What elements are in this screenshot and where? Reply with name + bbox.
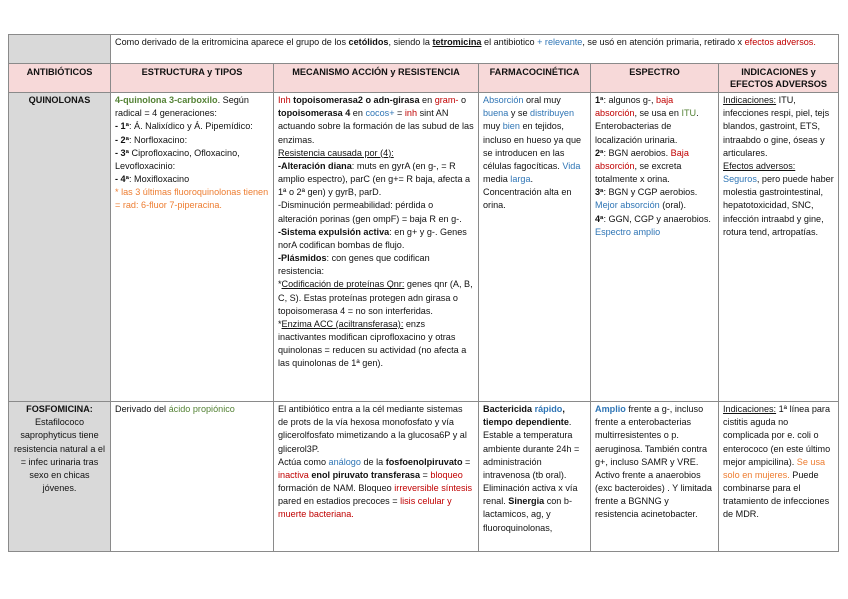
- text-line: [278, 318, 474, 371]
- text-run: , pero puede haber molestia gastrointestinal, hepatotoxicidad, SNC, infección intraabd y gine, rotura tend, artropatías.: [723, 174, 834, 237]
- text-run: bien: [502, 121, 520, 132]
- text-line: [115, 120, 269, 133]
- text-run: - 4ª: [115, 174, 129, 185]
- text-run: : Moxifloxacino: [128, 174, 190, 185]
- text-run: Actúa como: [278, 456, 329, 467]
- text-run: de la: [360, 456, 386, 467]
- text-run: media: [483, 174, 511, 185]
- text-run: pared en estadios precoces =: [278, 496, 401, 507]
- text-run: Espectro amplio: [595, 226, 661, 237]
- header-estructura: ESTRUCTURA y TIPOS: [111, 64, 274, 93]
- text-run: Puede combinarse para el tratamiento de infecciones de MDR.: [723, 469, 830, 520]
- text-run: Efectos adversos:: [723, 160, 796, 171]
- row-quinolonas: [9, 93, 839, 402]
- text-run: , tiempo dependiente: [483, 404, 569, 428]
- text-run: análogo: [328, 456, 361, 467]
- header-farmacocinetica: FARMACOCINÉTICA: [479, 64, 591, 93]
- fosfomicina-name: FOSFOMICINA:: [26, 404, 93, 414]
- quinolonas-espectro: [591, 93, 719, 402]
- text-line: [115, 94, 269, 120]
- text-run: genes qnr (A, B, C, S). Estas proteínas protegen adn girasa o topoisomerasa 4 = no son interferidas.: [278, 279, 473, 316]
- text-run: -Sistema expulsión activa: [278, 226, 390, 237]
- text-run: + relevante: [537, 37, 583, 47]
- fosfomicina-farmacocinetica: [479, 402, 591, 552]
- text-run: bloqueo: [430, 469, 463, 480]
- text-run: El antibiótico entra a la cél mediante sistemas de prots de la vía hexosa monofosfato y vía glicerolfosfato mimetizando a la glucosa6P y al glicerol3P.: [278, 404, 467, 454]
- text-run: . Concentración alta en orina.: [483, 174, 572, 211]
- text-line: [278, 147, 474, 160]
- intro-note: [111, 35, 839, 64]
- text-run: : con genes que codifican resistencia:: [278, 253, 430, 277]
- text-run: , se excreta totalmente x orina.: [595, 160, 682, 185]
- text-line: [483, 403, 586, 535]
- text-run: Absorción: [483, 95, 524, 105]
- text-line: [115, 147, 269, 173]
- text-run: distribuyen: [530, 108, 575, 119]
- text-line: [723, 94, 834, 160]
- text-run: *: [278, 279, 282, 290]
- text-run: Derivado del: [115, 404, 169, 414]
- text-line: [595, 186, 714, 212]
- text-line: [723, 173, 834, 239]
- text-run: Codificación de proteínas Qnr:: [281, 279, 405, 290]
- text-run: 4-quinolona 3-carboxilo: [115, 95, 218, 105]
- text-run: - 3ª: [115, 147, 129, 158]
- text-run: tetromicina: [432, 37, 482, 47]
- header-antibioticos: ANTIBIÓTICOS: [9, 64, 111, 93]
- text-run: formación de NAM. Bloqueo: [278, 483, 395, 494]
- fosfomicina-espectro: [591, 402, 719, 552]
- text-run: : BGN y CGP aerobios.: [603, 187, 698, 198]
- text-run: Como derivado de la eritromicina aparece el grupo de los: [115, 37, 349, 47]
- text-run: 4ª: [595, 213, 604, 224]
- text-run: : muts en gyrA (en g-, = R amplio espectro), parC (en g+= R baja, afecta a 1ª o 2ª gen) y gyrB, parD.: [278, 160, 471, 198]
- text-run: ITU, infecciones respi, piel, tejs blandos, gastroint, ETS, intraabdo o gine, óseas y articulares.: [723, 95, 830, 158]
- text-line: [483, 94, 586, 213]
- text-run: . Estable a temperatura ambiente durante 24h = administración intravenosa (tb oral). Eliminación activa x vía renal.: [483, 417, 580, 507]
- text-run: inactiva: [278, 469, 309, 480]
- text-run: -Alteración diana: [278, 160, 352, 171]
- text-run: 2ª: [595, 147, 604, 158]
- text-run: Indicaciones:: [723, 404, 777, 414]
- text-run: enzs inactivantes modifican ciprofloxacino y otras quinolonas = reducen su actividad (no afecta a las quinolonas de 1ª gen).: [278, 318, 467, 369]
- text-run: rápido: [534, 404, 563, 414]
- text-line: [278, 252, 474, 278]
- text-run: Vida: [562, 160, 581, 171]
- row-fosfomicina: [9, 402, 839, 552]
- text-line: [723, 160, 834, 173]
- quinolonas-estructura: [111, 93, 274, 402]
- text-run: 3ª: [595, 187, 604, 198]
- text-run: -Plásmidos: [278, 253, 327, 264]
- text-line: [278, 456, 474, 522]
- text-run: . Según radical = 4 generaciones:: [115, 95, 249, 119]
- intro-blank-cell: [9, 35, 111, 64]
- text-run: Mejor absorción: [595, 200, 660, 211]
- text-run: Ciprofloxacino, Ofloxacino, Levofloxacinio:: [115, 147, 240, 171]
- text-line: [278, 94, 474, 147]
- text-run: : Norfloxacino:: [128, 134, 188, 145]
- text-run: topoisomerasa 4: [278, 108, 351, 119]
- text-run: baja absorción: [595, 95, 674, 119]
- text-run: Indicaciones:: [723, 95, 777, 105]
- text-line: [115, 186, 269, 212]
- header-indicaciones: INDICACIONES y EFECTOS ADVERSOS: [719, 64, 839, 93]
- text-run: - 1ª: [115, 121, 129, 132]
- fosfomicina-estructura: [111, 402, 274, 552]
- header-mecanismo: MECANISMO ACCIÓN y RESISTENCIA: [274, 64, 479, 93]
- text-run: Bactericida: [483, 404, 535, 414]
- text-run: en: [419, 95, 435, 105]
- text-run: larga: [510, 174, 531, 185]
- text-run: buena: [483, 108, 509, 119]
- text-run: sint AN actuando sobre la formación de las subud de las enzimas.: [278, 108, 474, 145]
- text-run: Inh: [278, 95, 294, 105]
- text-run: enol piruvato transferasa: [308, 469, 421, 480]
- quinolonas-indicaciones: [719, 93, 839, 402]
- quinolonas-name: QUINOLONAS: [28, 95, 91, 105]
- text-run: Amplio: [595, 404, 626, 414]
- text-run: : Á. Nalixídico y Á. Pipemídico:: [128, 121, 253, 132]
- text-run: , se usa en: [634, 108, 682, 119]
- text-run: - 2ª: [115, 134, 129, 145]
- text-run: Sinergia: [508, 496, 545, 507]
- text-run: =: [394, 108, 405, 119]
- text-run: Resistencia causada por (4):: [278, 147, 394, 158]
- text-line: [278, 403, 474, 456]
- text-run: y se: [508, 108, 531, 119]
- quinolonas-mecanismo: [274, 93, 479, 402]
- fosfomicina-description: Estafilococo saprophyticus tiene resistencia natural a el = infec urinaria tras sexo en chicas jóvenes.: [14, 417, 105, 494]
- text-run: con b-lactamicos, ag, y fluoroquinolonas,: [483, 496, 572, 533]
- text-run: , siendo la: [388, 37, 433, 47]
- text-run: : algunos g-,: [603, 95, 657, 105]
- text-run: oral muy: [523, 95, 561, 105]
- text-run: o: [458, 95, 467, 105]
- text-run: lisis celular y muerte bacteriana.: [278, 496, 452, 520]
- text-run: =: [462, 456, 471, 467]
- text-line: [278, 199, 474, 225]
- text-run: gram-: [434, 95, 459, 105]
- text-run: * las 3 últimas fluoroquinolonas tienen = rad: 6-fluor 7-piperacina.: [115, 187, 269, 211]
- text-run: topoisomerasa2 o adn-girasa: [293, 95, 420, 105]
- text-run: , se usó en atención primaria, retirado x: [582, 37, 745, 47]
- text-run: Enzima ACC (aciltransferasa):: [281, 318, 404, 329]
- text-run: Seguros: [723, 174, 757, 185]
- quinolonas-farmacocinetica: [479, 93, 591, 402]
- text-run: : BGN aerobios.: [603, 147, 671, 158]
- header-espectro: ESPECTRO: [591, 64, 719, 93]
- text-run: cetólidos: [348, 37, 389, 47]
- text-run: Baja absorción: [595, 147, 689, 171]
- text-run: =: [420, 469, 431, 480]
- text-line: [723, 403, 834, 522]
- text-run: : en g+ y g-. Genes norA codifican bombas de flujo.: [278, 226, 467, 250]
- quinolonas-name-cell: [9, 93, 111, 402]
- fosfomicina-name-cell: [9, 402, 111, 552]
- text-run: ácido propiónico: [168, 404, 235, 414]
- text-run: (oral).: [659, 200, 686, 211]
- intro-row: [9, 35, 839, 64]
- text-run: en: [350, 108, 366, 119]
- text-run: cocos+: [365, 108, 395, 119]
- fosfomicina-indicaciones: [719, 402, 839, 552]
- text-line: [278, 278, 474, 318]
- text-line: [595, 403, 714, 522]
- text-run: 1ª: [595, 95, 604, 105]
- text-run: inh: [404, 108, 418, 119]
- text-line: [115, 173, 269, 186]
- text-line: [115, 134, 269, 147]
- text-run: Se usa solo en mujeres.: [723, 456, 826, 480]
- text-run: irreversible síntesis: [394, 483, 473, 494]
- header-row: [9, 64, 839, 93]
- text-run: en tejidos, incluso en hueso ya que se introducen en las células fagocíticas.: [483, 121, 582, 171]
- text-run: el antibiotico: [481, 37, 538, 47]
- fosfomicina-mecanismo: [274, 402, 479, 552]
- text-run: . Enterobacterias de localización urinaria.: [595, 108, 699, 145]
- text-line: [595, 147, 714, 187]
- text-line: [595, 213, 714, 239]
- text-run: : GGN, CGP y anaerobios.: [603, 213, 711, 224]
- antibiotics-table: [8, 34, 839, 552]
- text-line: [595, 94, 714, 147]
- text-line: [278, 226, 474, 252]
- text-run: fosfoenolpiruvato: [385, 456, 463, 467]
- text-run: *: [278, 318, 282, 329]
- text-run: muy: [483, 121, 503, 132]
- text-run: 1ª línea para cistitis aguda no complicada por e. coli o enterococo (en este último mejor ampicilina).: [723, 404, 831, 467]
- text-line: [115, 403, 269, 416]
- text-run: ITU: [681, 108, 697, 119]
- text-line: [278, 160, 474, 200]
- text-run: -Disminución permeabilidad: pérdida o alteración porinas (gen ompF) = baja R en g-.: [278, 200, 462, 224]
- text-run: frente a g-, incluso frente a enterobacterias multirresistentes o p. aeruginosa. También contra g+, incluso SAMR y VRE. Activo frente a anaerobios (exc bacteroides) . Y limitada frente a BGNNG y resistencia acinetobacter.: [595, 404, 712, 520]
- text-run: efectos adversos.: [744, 37, 816, 47]
